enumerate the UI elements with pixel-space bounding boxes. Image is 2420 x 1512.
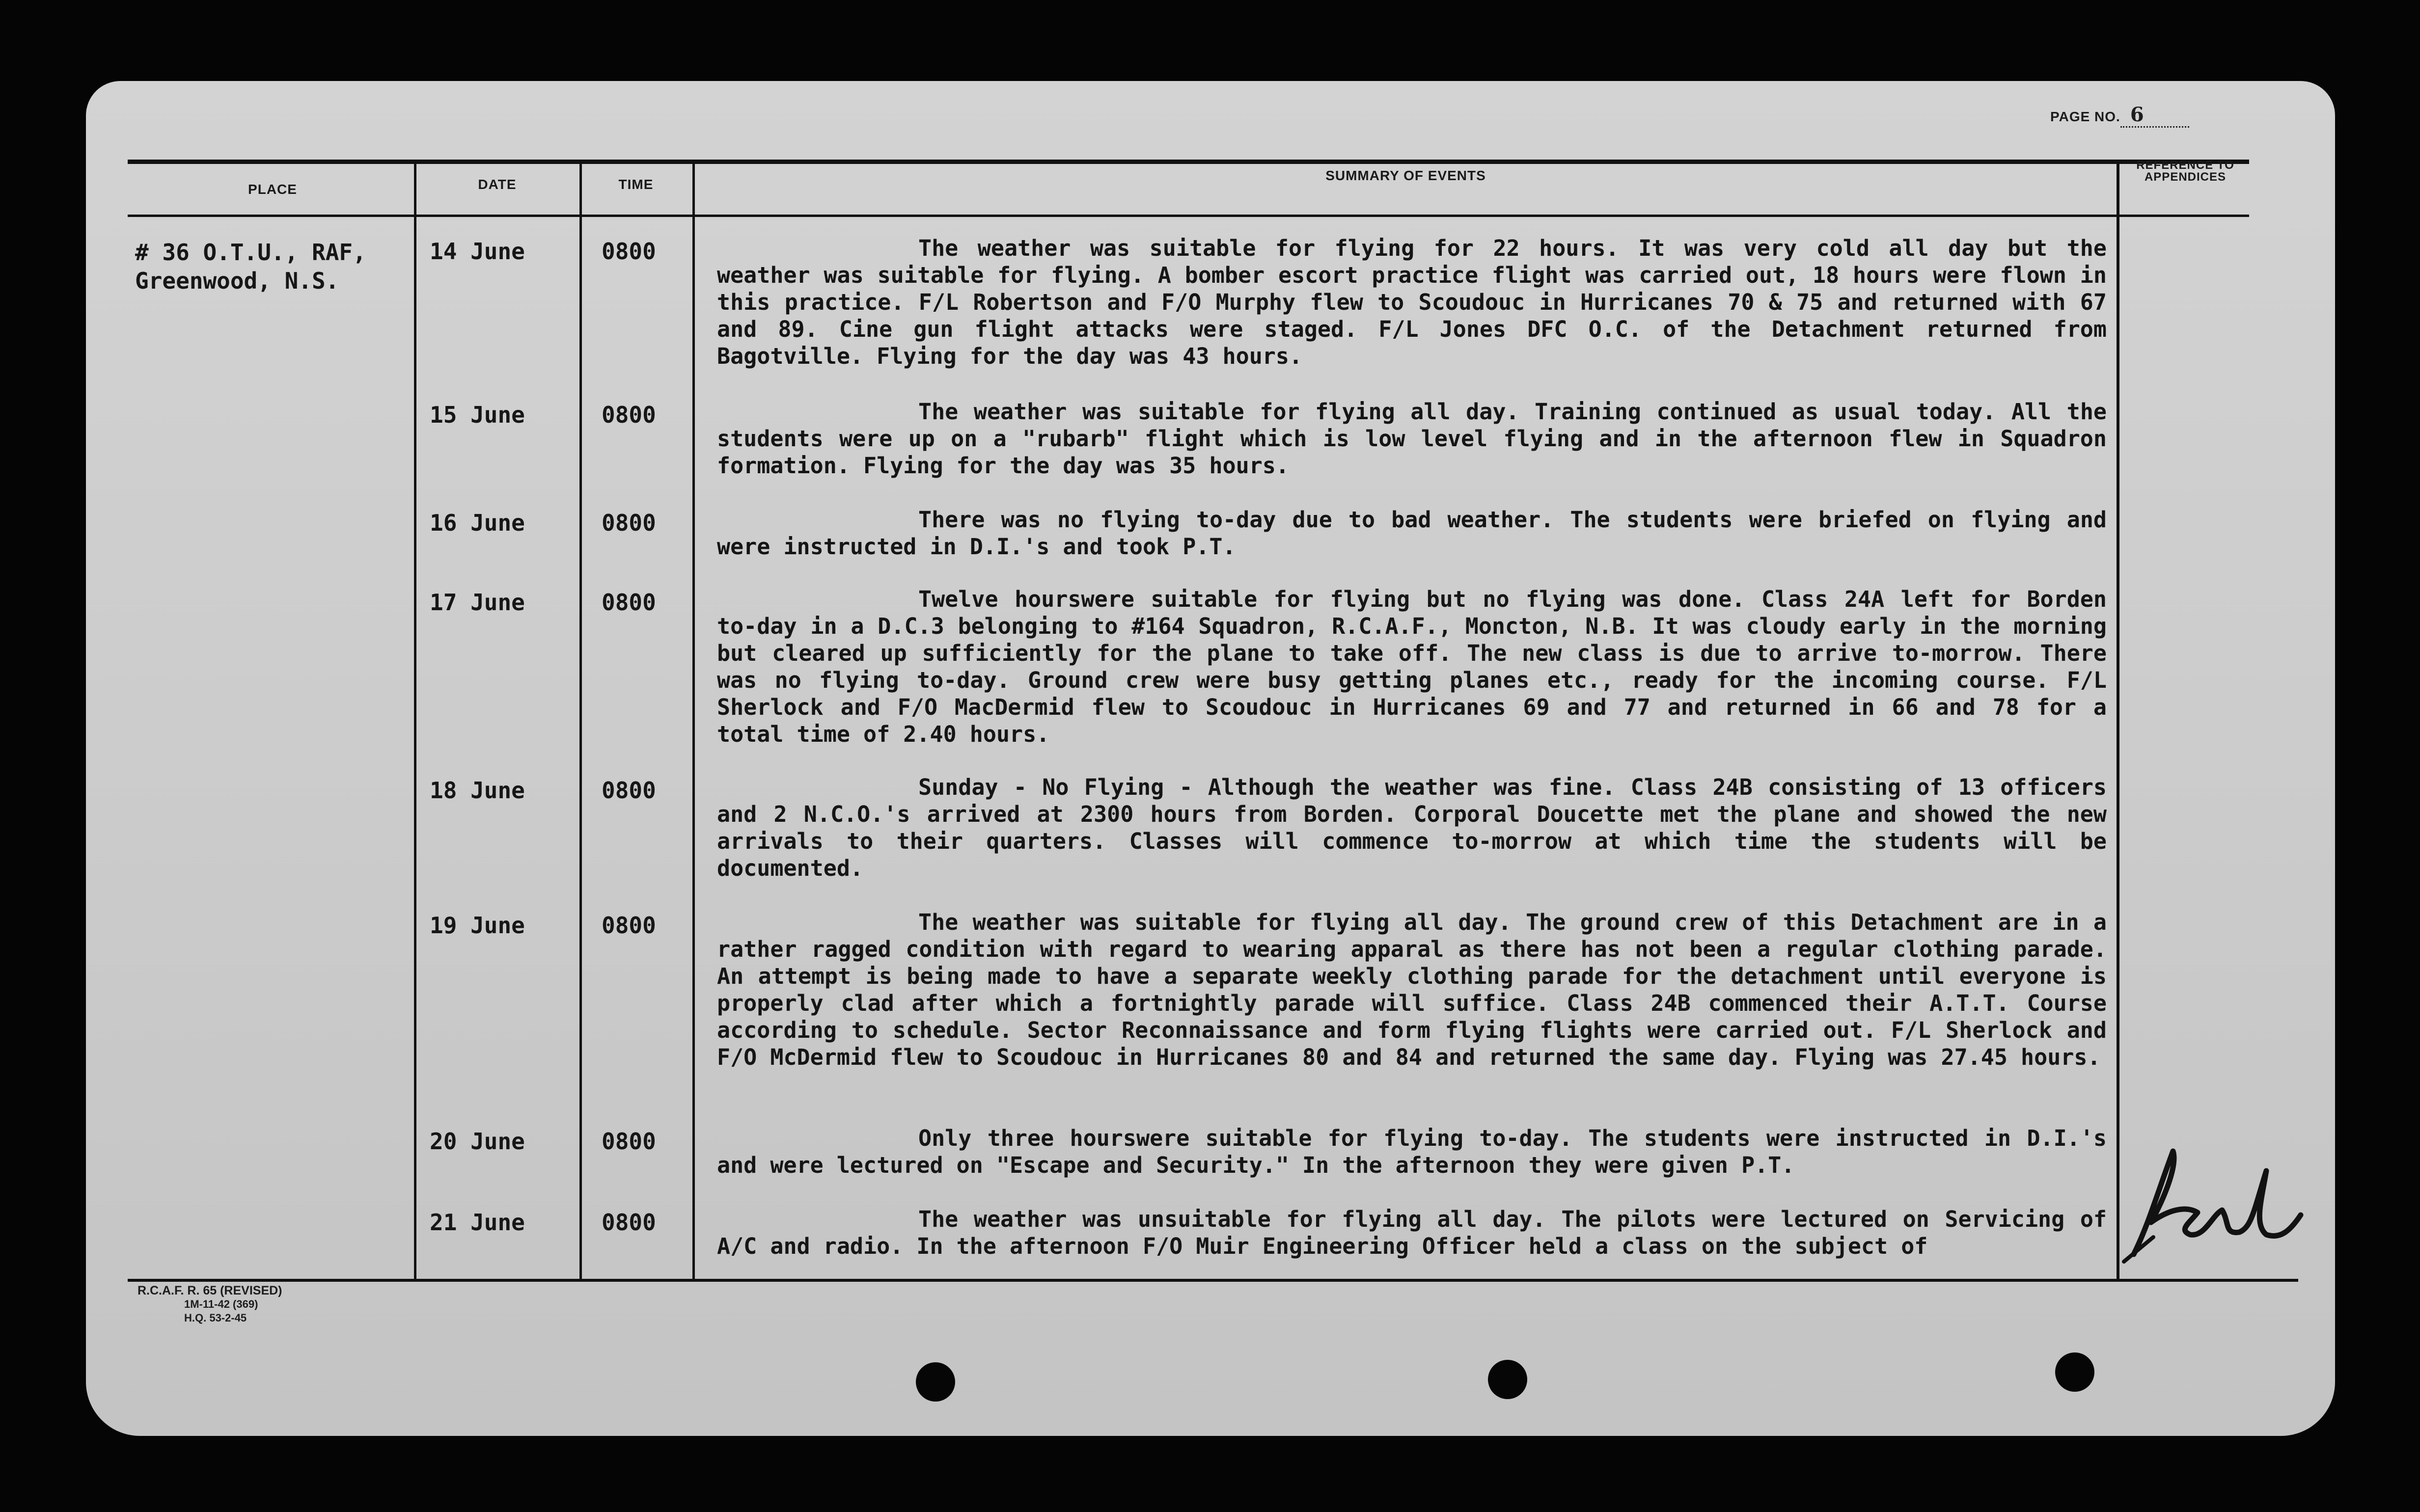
entry-time: 0800 xyxy=(602,510,656,536)
binder-hole xyxy=(1488,1360,1527,1399)
entry-date: 17 June xyxy=(430,589,525,616)
header-place: PLACE xyxy=(248,182,297,197)
header-date: DATE xyxy=(478,177,517,192)
header-top-rule xyxy=(128,160,2249,164)
binder-hole xyxy=(916,1362,955,1402)
entry-summary: Sunday - No Flying - Although the weather was fine. Class 24B consisting of 13 officers and 2 N.C.O.'s arrived at 2300 hours from Borden. Corporal Doucette met the plane and showed the new arrivals to their quarters. Classes will commence to-morrow at which time the students will be documented. xyxy=(717,774,2107,881)
entry-summary: The weather was suitable for flying for 22 hours. It was very cold all day but the weather was suitable for flying. A bomber escort practice flight was carried out, 18 hours were flown in this practice. F/L Robertson and F/O Murphy flew to Scoudouc in Hurricanes 70 & 75 and returned with 67 and 89. Cine gun flight attacks were staged. F/L Jones DFC O.C. of the Detachment returned from Bagotville. Flying for the day was 43 hours. xyxy=(717,235,2107,369)
header-reference: REFERENCE TO APPENDICES xyxy=(2136,159,2234,184)
entry-summary: The weather was suitable for flying all day. The ground crew of this Detachment are in a rather ragged condition with regard to wearing apparal as there has not been a regular clothing parade. An attempt is being made to have a separate weekly clothing parade for the detachment until everyone is properly clad after which a fortnightly parade will suffice. Class 24B commenced their A.T.T. Course according to schedule. Sector Reconnaissance and form flying flights were carried out. F/L Sherlock and F/O McDermid flew to Scoudouc in Hurricanes 80 and 84 and returned the same day. Flying was 27.45 hours. xyxy=(717,909,2107,1070)
entry-time: 0800 xyxy=(602,589,656,616)
entry-time: 0800 xyxy=(602,238,656,265)
entry-time: 0800 xyxy=(602,402,656,428)
form-number: R.C.A.F. R. 65 (REVISED) 1M-11-42 (369) H.Q. 53-2-45 xyxy=(138,1284,282,1324)
column-divider-time xyxy=(692,162,695,1281)
page-number-value: 6 xyxy=(2120,103,2189,128)
column-divider-summary xyxy=(2117,160,2119,1281)
column-divider-date xyxy=(579,162,582,1281)
place-cell: # 36 O.T.U., RAF, Greenwood, N.S. xyxy=(135,239,366,294)
entry-summary: Only three hourswere suitable for flying to-day. The students were instructed in D.I.'s and were lectured on "Escape and Security." In the afternoon they were given P.T. xyxy=(717,1125,2107,1178)
entry-date: 19 June xyxy=(430,912,525,939)
page-number xyxy=(2050,103,2189,128)
page-number-label: PAGE NO. xyxy=(2050,109,2120,124)
entry-date: 16 June xyxy=(430,510,525,536)
entry-date: 15 June xyxy=(430,402,525,428)
entry-time: 0800 xyxy=(602,1128,656,1155)
header-summary: SUMMARY OF EVENTS xyxy=(1325,168,1486,183)
entry-time: 0800 xyxy=(602,777,656,804)
entry-date: 20 June xyxy=(430,1128,525,1155)
binder-hole xyxy=(2055,1352,2094,1392)
header-time: TIME xyxy=(618,177,654,192)
signature-initials xyxy=(2104,1136,2335,1269)
entry-summary: There was no flying to-day due to bad weather. The students were briefed on flying and were instructed in D.I.'s and took P.T. xyxy=(717,507,2107,560)
entry-date: 21 June xyxy=(430,1209,525,1236)
entry-date: 14 June xyxy=(430,238,525,265)
column-divider-place xyxy=(414,162,416,1281)
entry-summary: The weather was unsuitable for flying all day. The pilots were lectured on Servicing of A/C and radio. In the afternoon F/O Muir Engineering Officer held a class on the subject of xyxy=(717,1206,2107,1259)
table-bottom-rule xyxy=(128,1279,2298,1282)
header-bottom-rule xyxy=(128,215,2249,217)
form-sheet xyxy=(86,81,2335,1436)
entry-summary: The weather was suitable for flying all day. Training continued as usual today. All the students were up on a "rubarb" flight which is low level flying and in the afternoon flew in Squadron formation. Flying for the day was 35 hours. xyxy=(717,399,2107,479)
entry-time: 0800 xyxy=(602,1209,656,1236)
entry-date: 18 June xyxy=(430,777,525,804)
entry-summary: Twelve hourswere suitable for flying but no flying was done. Class 24A left for Borden to-day in a D.C.3 belonging to #164 Squadron, R.C.A.F., Moncton, N.B. It was cloudy early in the morning but cleared up sufficiently for the plane to take off. The new class is due to arrive to-morrow. There was no flying to-day. Ground crew were busy getting planes etc., ready for the incoming course. F/L Sherlock and F/O MacDermid flew to Scoudouc in Hurricanes 69 and 77 and returned in 66 and 78 for a total time of 2.40 hours. xyxy=(717,586,2107,747)
entry-time: 0800 xyxy=(602,912,656,939)
